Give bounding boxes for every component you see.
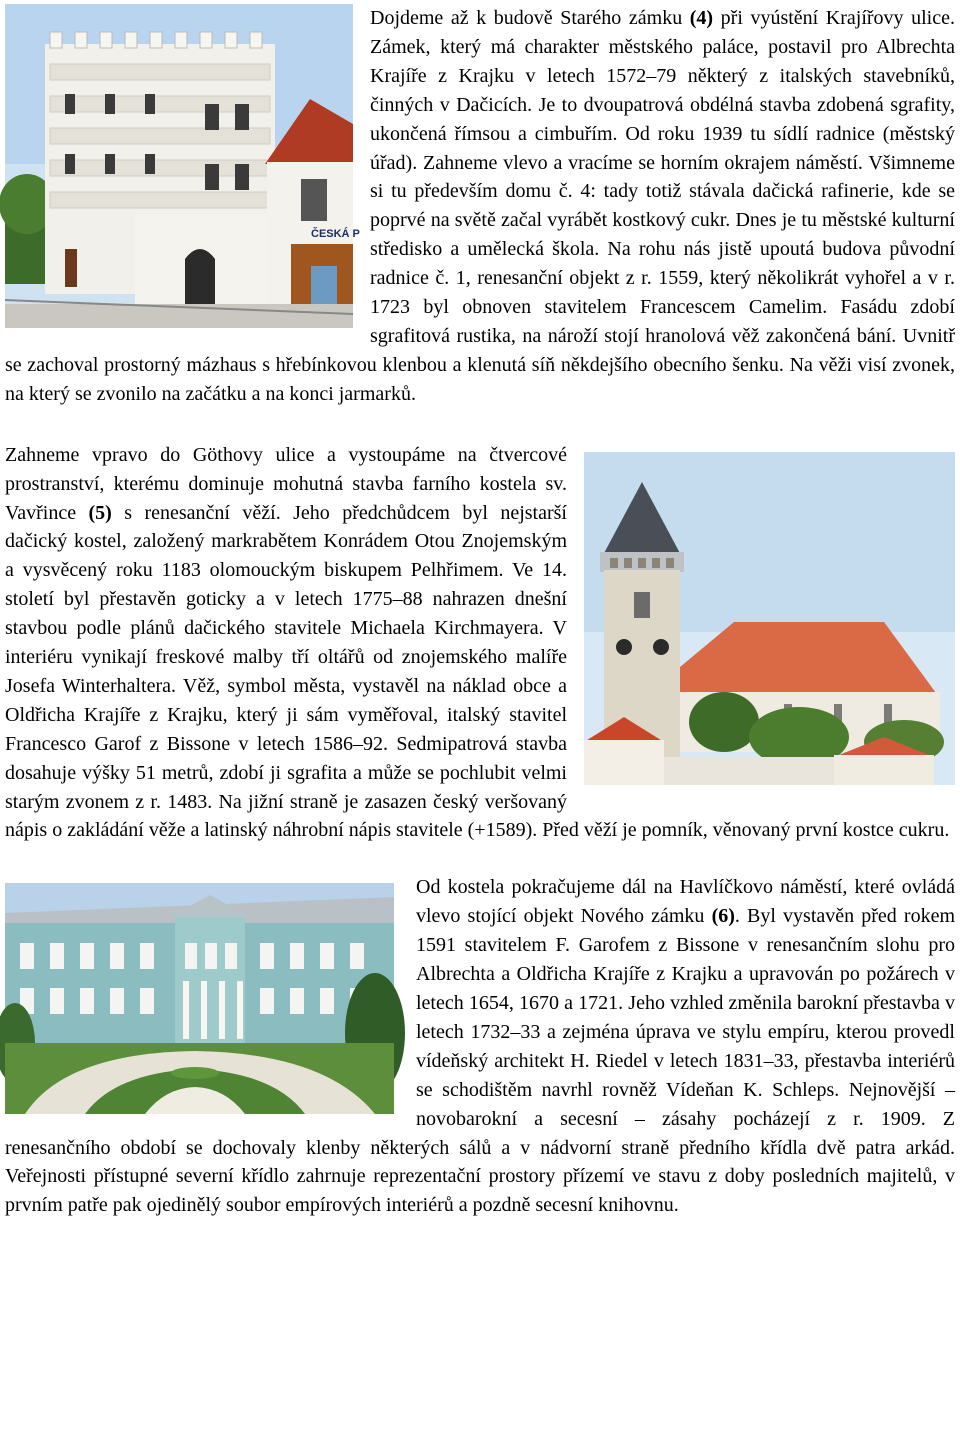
church-photo	[584, 452, 955, 785]
section-new-castle-text-start: Od kostela pokračujeme dál na Havlíčkovo náměstí, které ovládá vlevo stojící objekt Nového zámku	[416, 876, 955, 928]
section-church	[5, 441, 955, 846]
section-church-text-start: Zahneme vpravo do Göthovy ulice a vystoupáme na čtvercové prostranství, kterému dominuje mohutná stavba farního kostela sv. Vavřince	[5, 443, 567, 524]
section-old-castle-number: (4)	[689, 7, 714, 29]
section-new-castle	[5, 873, 955, 1220]
new-castle-photo	[5, 883, 394, 1114]
section-new-castle-text-end: . Byl vystavěn před rokem 1591 stavitelem F. Garofem z Bissone v renesančním slohu pro Albrechta a Oldřicha Krajíře z Krajku a upravován po požárech v letech 1654, 1670 a 1721. Jeho vzhled změnila barokní přestavba v letech 1732–33 a zejména úprava ve stylu empíru, kterou provedl vídeňský architekt H. Riedel v letech 1831–33, přestavba interiérů se schodištěm navrhl rovněž Vídeňan K. Schleps. Nejnovější – novobarokní a secesní – zásahy pocházejí z r. 1909. Z renesančního období se dochovaly klenby některých sálů a v nádvorní straně předního křídla dvě patra arkád. Veřejnosti přístupné severní křídlo zahrnuje reprezentační prostory přízemí ve stavu z doby posledních majitelů, v prvním patře pak ojedinělý soubor empírových interiérů a pozdně secesní knihovnu.	[5, 905, 955, 1217]
section-old-castle	[5, 4, 955, 409]
section-church-number: (5)	[88, 501, 112, 524]
section-church-text-end: s renesanční věží. Jeho předchůdcem byl nejstarší dačický kostel, založený markrabětem Konrádem Otou Znojemským a vysvěcený roku 1183 olomouckým biskupem Pelhřimem. Ve 14. století byl přestavěn goticky a v letech 1775–88 nahrazen dnešní stavbou podle plánů dačického stavitele Michaela Kirchmayera. V interiéru vynikají freskové malby tří oltářů od znojemského malíře Josefa Winterhaltera. Věž, symbol města, vystavěl na náklad obce a Oldřicha Krajíře z Krajku, který ji sám vyměřoval, italský stavitel Francesco Garof z Bissone v letech 1586–92. Sedmipatrová stavba dosahuje výšky 51 metrů, zdobí ji sgrafita a může se pochlubit velmi starým zvonem z r. 1483. Na jižní straně je zasazen český veršovaný nápis o zakládání věže a latinský náhrobní nápis stavitele (+1589). Před věží je pomník, věnovaný první kostce cukru.	[5, 501, 950, 842]
photo-sign-text: ČESKÁ P	[311, 228, 360, 240]
section-old-castle-text-start: Dojdeme až k budově Starého zámku	[370, 7, 690, 29]
section-new-castle-number: (6)	[711, 905, 735, 928]
section-old-castle-text-end: při vyústění Krajířovy ulice. Zámek, který má charakter městského paláce, postavil pro Albrechta Krajíře z Krajku v letech 1572–79 některý z italských stavebníků, činných v Dačicích. Je to dvoupatrová obdélná stavba zdobená sgrafity, ukončená římsou a cimbuřím. Od roku 1939 tu sídlí radnice (městský úřad). Zahneme vlevo a vracíme se horním okrajem náměstí. Všimneme si tu především domu č. 4: tady totiž stávala dačická rafinerie, kde se poprvé na světě začal vyrábět kostkový cukr. Dnes je tu městské kulturní středisko a umělecká škola. Na rohu nás jistě upoutá budova původní radnice č. 1, renesanční objekt z r. 1559, který několikrát vyhořel a v r. 1723 byl obnoven stavitelem Francescem Camelim. Fasádu zdobí sgrafitová rustika, na nároží stojí hranolová věž zakončená bání. Uvnitř se zachoval prostorný mázhaus s hřebínkovou klenbou a klenutá síň někdejšího obecního šenku. Na věži visí zvonek, na který se zvonilo na začátku a na konci jarmarků.	[5, 7, 955, 405]
old-castle-photo	[5, 4, 360, 328]
document-page	[5, 4, 955, 1220]
